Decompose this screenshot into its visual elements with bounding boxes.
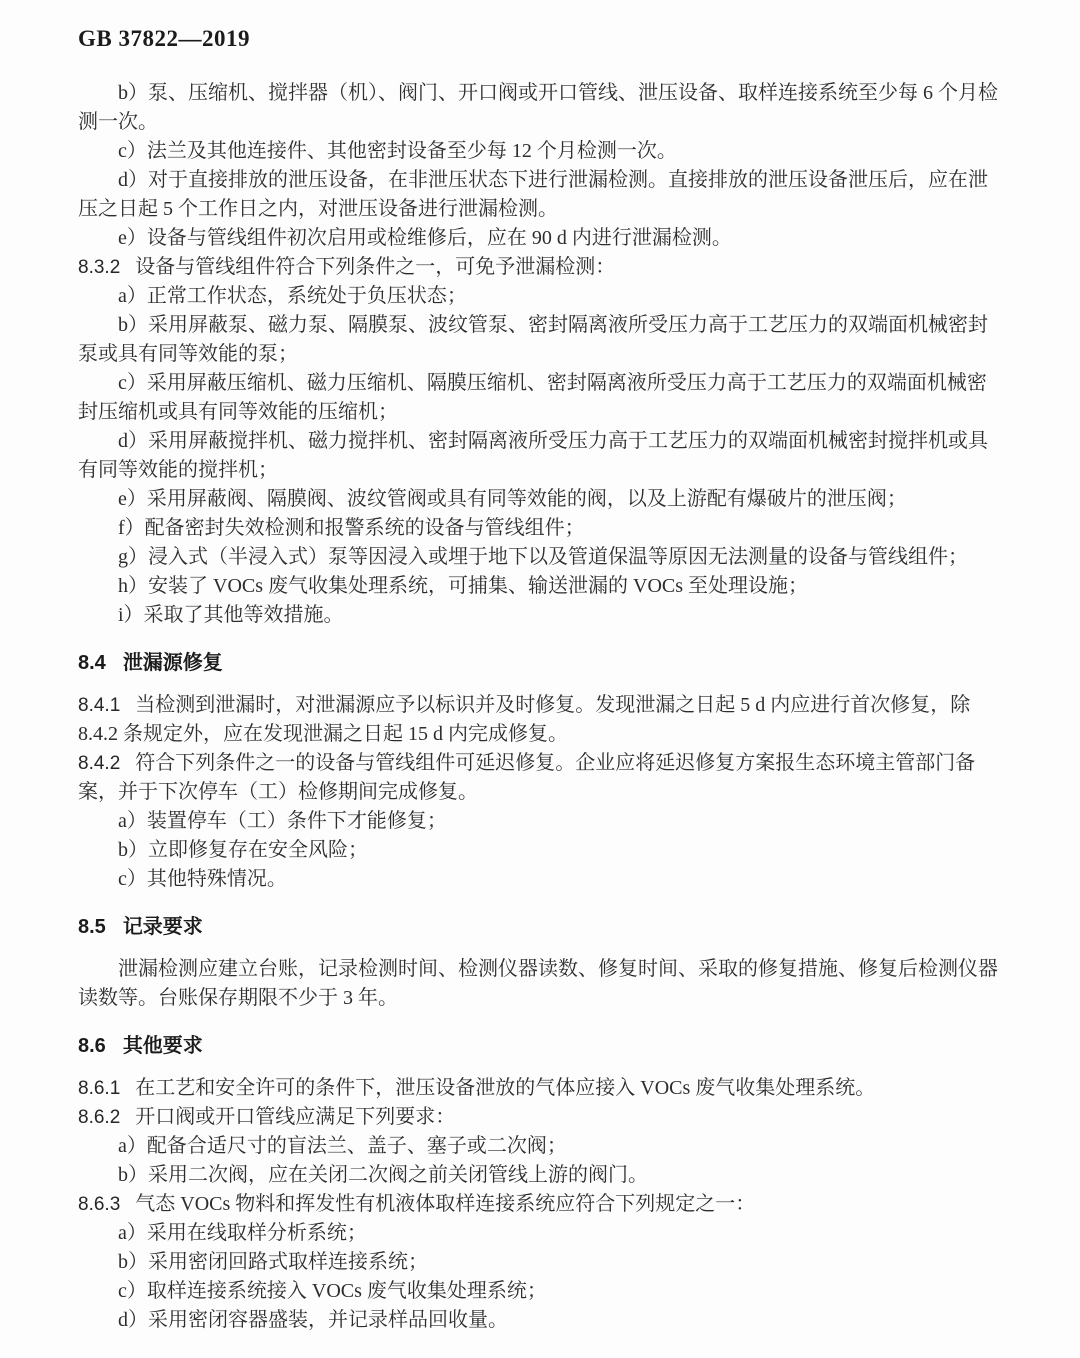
- list-item: c）法兰及其他连接件、其他密封设备至少每 12 个月检测一次。: [118, 140, 677, 162]
- list-item: b）采用屏蔽泵、磁力泵、隔膜泵、波纹管泵、密封隔离液所受压力高于工艺压力的双端面机械密封泵或具有同等效能的泵；: [78, 314, 988, 365]
- list-item: a）装置停车（工）条件下才能修复；: [118, 810, 447, 832]
- section-title: 泄漏源修复: [122, 652, 223, 674]
- list-item: h）安装了 VOCs 废气收集处理系统，可捕集、输送泄漏的 VOCs 至处理设施；: [118, 575, 809, 597]
- list-item: a）配备合适尺寸的盲法兰、盖子、塞子或二次阀；: [118, 1135, 567, 1157]
- document-body: [78, 79, 1002, 1335]
- list-item: b）采用二次阀，应在关闭二次阀之前关闭管线上游的阀门。: [118, 1164, 648, 1186]
- clause-text: 气态 VOCs 物料和挥发性有机液体取样连接系统应符合下列规定之一：: [135, 1193, 756, 1215]
- clause-number: 8.3.2: [78, 257, 121, 278]
- body-paragraph: 泄漏检测应建立台账，记录检测时间、检测仪器读数、修复时间、采取的修复措施、修复后检测仪器读数等。台账保存期限不少于 3 年。: [78, 958, 998, 1009]
- section-number: 8.4: [78, 652, 106, 674]
- clause-paragraph: [78, 1074, 1002, 1103]
- clause-number: 8.6.3: [78, 1194, 121, 1215]
- clause-paragraph: [78, 1190, 1002, 1219]
- clause-text: 符合下列条件之一的设备与管线组件可延迟修复。企业应将延迟修复方案报生态环境主管部门备案，并于下次停车（工）检修期间完成修复。: [78, 752, 976, 803]
- list-item: a）正常工作状态，系统处于负压状态；: [118, 285, 467, 307]
- clause-paragraph: [78, 691, 1002, 749]
- list-item: g）浸入式（半浸入式）泵等因浸入或埋于地下以及管道保温等原因无法测量的设备与管线组件；: [118, 546, 968, 568]
- section-number: 8.5: [78, 916, 106, 938]
- clause-text: 在工艺和安全许可的条件下，泄压设备泄放的气体应接入 VOCs 废气收集处理系统。: [135, 1077, 876, 1099]
- clause-paragraph: [78, 1103, 1002, 1132]
- section-title: 记录要求: [122, 916, 203, 938]
- list-item: d）采用密闭容器盛装，并记录样品回收量。: [118, 1309, 508, 1331]
- clause-number: 8.6.2: [78, 1107, 121, 1128]
- clause-number: 8.4.2: [78, 753, 121, 774]
- list-item: d）采用屏蔽搅拌机、磁力搅拌机、密封隔离液所受压力高于工艺压力的双端面机械密封搅拌机或具有同等效能的搅拌机；: [78, 430, 988, 481]
- list-item: a）采用在线取样分析系统；: [118, 1222, 367, 1244]
- list-item: c）采用屏蔽压缩机、磁力压缩机、隔膜压缩机、密封隔离液所受压力高于工艺压力的双端面机械密封压缩机或具有同等效能的压缩机；: [78, 372, 987, 423]
- section-heading: [78, 913, 1002, 942]
- standard-number-header: GB 37822—2019: [78, 26, 250, 51]
- list-item: c）其他特殊情况。: [118, 868, 287, 890]
- clause-paragraph: [78, 749, 1002, 807]
- list-item: b）立即修复存在安全风险；: [118, 839, 368, 861]
- clause-number: 8.6.1: [78, 1078, 121, 1099]
- list-item: e）采用屏蔽阀、隔膜阀、波纹管阀或具有同等效能的阀，以及上游配有爆破片的泄压阀；: [118, 488, 907, 510]
- clause-number: 8.4.1: [78, 695, 121, 716]
- section-heading: [78, 1032, 1002, 1061]
- section-title: 其他要求: [122, 1035, 203, 1057]
- section-heading: [78, 649, 1002, 678]
- list-item: f）配备密封失效检测和报警系统的设备与管线组件；: [118, 517, 585, 539]
- section-number: 8.6: [78, 1035, 106, 1057]
- clause-text: 当检测到泄漏时，对泄漏源应予以标识并及时修复。发现泄漏之日起 5 d 内应进行首次修复，除 8.4.2 条规定外，应在发现泄漏之日起 15 d 内完成修复。: [78, 694, 971, 745]
- clause-text: 开口阀或开口管线应满足下列要求：: [135, 1106, 456, 1128]
- list-item: e）设备与管线组件初次启用或检维修后，应在 90 d 内进行泄漏检测。: [118, 227, 732, 249]
- clause-paragraph: [78, 253, 1002, 282]
- clause-text: 设备与管线组件符合下列条件之一，可免予泄漏检测：: [135, 256, 616, 278]
- list-item: b）采用密闭回路式取样连接系统；: [118, 1251, 428, 1273]
- list-item: b）泵、压缩机、搅拌器（机）、阀门、开口阀或开口管线、泄压设备、取样连接系统至少每 6 个月检测一次。: [78, 82, 998, 133]
- list-item: d）对于直接排放的泄压设备，在非泄压状态下进行泄漏检测。直接排放的泄压设备泄压后，应在泄压之日起 5 个工作日之内，对泄压设备进行泄漏检测。: [78, 169, 988, 220]
- list-item: c）取样连接系统接入 VOCs 废气收集处理系统；: [118, 1280, 547, 1302]
- list-item: i）采取了其他等效措施。: [118, 604, 344, 626]
